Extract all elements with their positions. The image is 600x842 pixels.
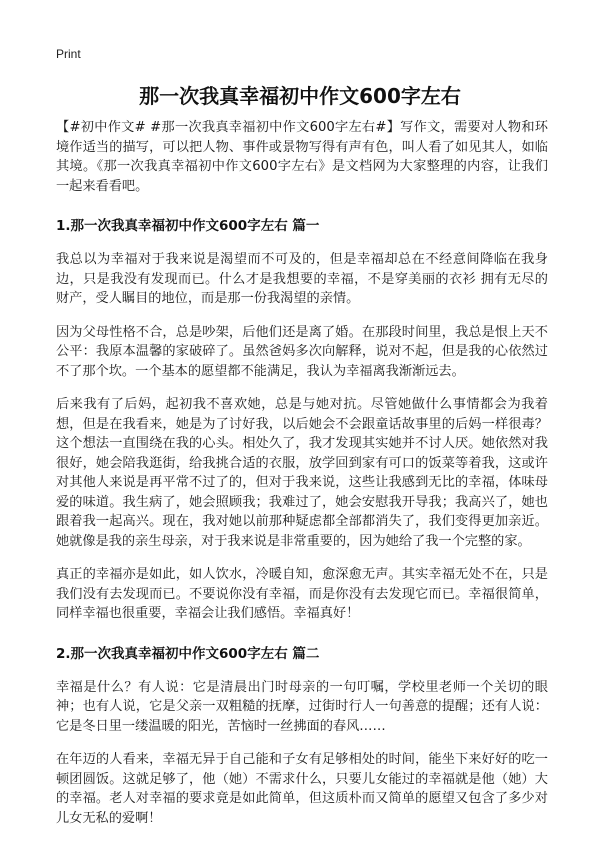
paragraph: 因为父母性格不合，总是吵架，后他们还是离了婚。在那段时间里，我总是恨上天不公平：我原本温馨的家破碎了。虽然爸妈多次向解释，说对不起，但是我的心依然过不了那个坎。一个基本的愿望都不能满足，我认为幸福离我渐渐远去。 <box>56 324 548 379</box>
article-body <box>56 118 548 842</box>
section-heading-2: 2.那一次我真幸福初中作文600字左右 篇二 <box>56 645 320 662</box>
paragraph: 我总以为幸福对于我来说是渴望而不可及的，但是幸福却总在不经意间降临在我身边，只是我没有发现而已。什么才是我想要的幸福，不是穿美丽的衣衫 拥有无尽的财产，受人瞩目的地位，而是那一份我渴望的亲情。 <box>56 252 548 306</box>
print-link[interactable]: Print <box>56 47 81 61</box>
intro-paragraph: 【#初中作文# #那一次我真幸福初中作文600字左右#】写作文，需要对人物和环境作适当的描写，可以把人物、事件或景物写得有声有色，叫人看了如见其人，如临其境。《那一次我真幸福初中作文600字左右》是文档网为大家整理的内容，让我们一起来看看吧。 <box>56 120 548 194</box>
paragraph: 真正的幸福亦是如此，如人饮水，冷暖自知，愈深愈无声。其实幸福无处不在，只是我们没有去发现而已。不要说你没有幸福，而是你没有去发现它而已。幸福很简单，同样幸福也很重要，幸福会让我们感悟。幸福真好！ <box>56 567 548 621</box>
paragraph: 后来我有了后妈，起初我不喜欢她，总是与她对抗。尽管她做什么事情都会为我着想，但是在我看来，她是为了讨好我，以后她会不会跟童话故事里的后妈一样很毒？这个想法一直围绕在我的心头。相处久了，我才发现其实她并不讨人厌。她依然对我很好，她会陪我逛街，给我挑合适的衣服，放学回到家有可口的饭菜等着我，这或许对其他人来说是再平常不过了的，但对于我来说，这些让我感到无比的幸福，体味母爱的味道。我生病了，她会照顾我；我难过了，她会安慰我开导我；我高兴了，她也跟着我一起高兴。现在，我对她以前那种疑虑都全部都消失了，我们变得更加亲近。她就像是我的亲生母亲，对于我来说是非常重要的，因为她给了我一个完整的家。 <box>56 397 548 549</box>
section-heading-1: 1.那一次我真幸福初中作文600字左右 篇一 <box>56 218 320 234</box>
paragraph: 幸福是什么？有人说：它是清晨出门时母亲的一句叮嘱，学校里老师一个关切的眼神；也有人说，它是父亲一双粗糙的抚摩，过街时行人一句善意的提醒；还有人说：它是冬日里一缕温暖的阳光，苦恼时一丝拂面的春风…… <box>56 679 548 734</box>
page-title: 那一次我真幸福初中作文600字左右 <box>139 84 461 108</box>
paragraph: 在年迈的人看来，幸福无异于自己能和子女有足够相处的时间，能坐下来好好的吃一顿团圆饭。这就足够了，他（她）不需求什么，只要儿女能过的幸福就是他（她）大的幸福。老人对幸福的要求竟是如此简单，但这质朴而又简单的愿望又包含了多少对儿女无私的爱啊！ <box>56 752 548 826</box>
